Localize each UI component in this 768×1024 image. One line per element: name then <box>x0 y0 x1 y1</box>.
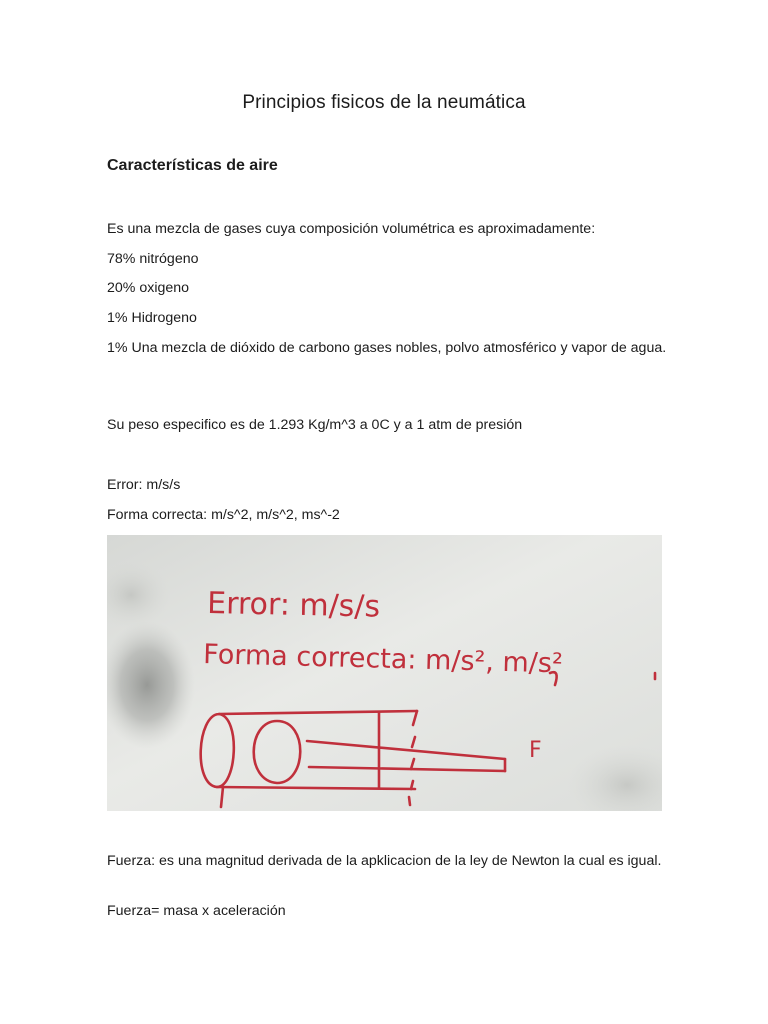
oxygen-line: 20% oxigeno <box>107 280 190 296</box>
correct-form-line: Forma correcta: m/s^2, m/s^2, ms^-2 <box>107 507 340 523</box>
force-formula-line: Fuerza= masa x aceleración <box>107 903 286 919</box>
nitrogen-line: 78% nitrógeno <box>107 251 199 267</box>
handwriting-line-2: Forma correcta: m/s², m/s² <box>202 639 564 680</box>
mixture-paragraph: 1% Una mezcla de dióxido de carbono gases nobles, polvo atmosférico y vapor de agua. <box>107 340 667 356</box>
dash-mark <box>409 797 410 805</box>
section-heading: Características de aire <box>107 157 278 174</box>
intro-paragraph: Es una mezcla de gases cuya composición volumétrica es aproximadamente: <box>107 221 596 237</box>
specific-weight-paragraph: Su peso especifico es de 1.293 Kg/m^3 a 0C y a 1 atm de presión <box>107 417 523 433</box>
page-title: Principios fisicos de la neumática <box>242 92 526 113</box>
whiteboard-photo <box>107 535 662 811</box>
handwriting-line-1: Error: m/s/s <box>206 586 381 625</box>
hydrogen-line: 1% Hidrogeno <box>107 310 197 326</box>
error-line: Error: m/s/s <box>107 477 181 493</box>
force-label: F <box>529 738 542 763</box>
force-definition-paragraph: Fuerza: es una magnitud derivada de la apklicacion de la ley de Newton la cual es igual. <box>107 853 662 869</box>
